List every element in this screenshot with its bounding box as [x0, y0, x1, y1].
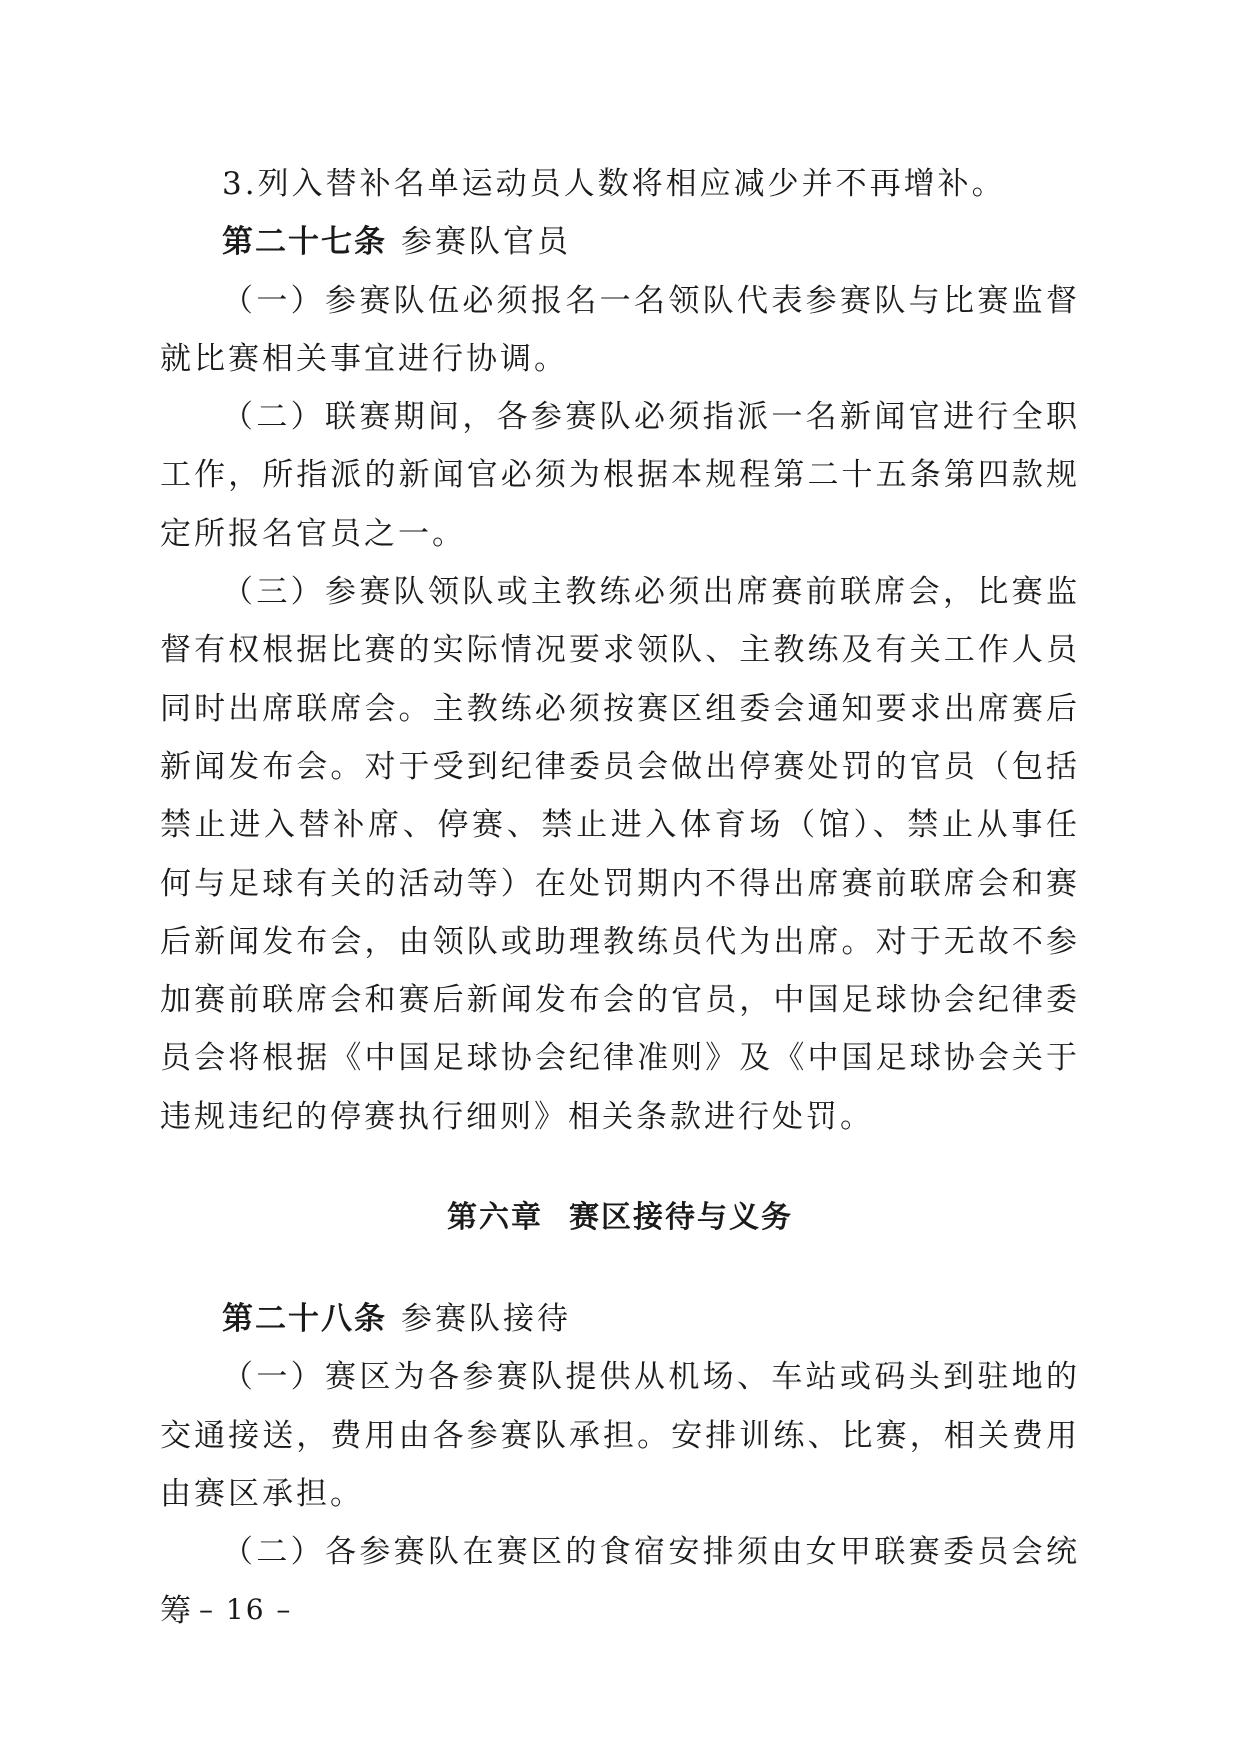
- paragraph-28-1: （一）赛区为各参赛队提供从机场、车站或码头到驻地的交通接送，费用由各参赛队承担。安排训练、比赛，相关费用由赛区承担。: [160, 1359, 1080, 1512]
- page-body: [160, 155, 1080, 1640]
- paragraph-28-2: （二）各参赛队在赛区的食宿安排须由女甲联赛委员会统筹: [160, 1534, 1080, 1629]
- article-title: 参赛队接待: [401, 1301, 571, 1338]
- article-title: 参赛队官员: [401, 224, 571, 261]
- article-28-heading: [160, 1290, 1080, 1348]
- page-number: – 16 –: [199, 1593, 293, 1626]
- chapter-number: 第六章: [447, 1200, 543, 1236]
- article-number: 第二十七条: [222, 224, 387, 261]
- paragraph-clause-3: 3.列入替补名单运动员人数将相应减少并不再增补。: [222, 166, 1006, 202]
- article-27-heading: [160, 213, 1080, 271]
- chapter-title: 赛区接待与义务: [569, 1200, 793, 1236]
- article-number: 第二十八条: [222, 1301, 387, 1338]
- paragraph-27-2: （二）联赛期间，各参赛队必须指派一名新闻官进行全职工作，所指派的新闻官必须为根据本规程第二十五条第四款规定所报名官员之一。: [160, 399, 1080, 552]
- paragraph-27-3: （三）参赛队领队或主教练必须出席赛前联席会，比赛监督有权根据比赛的实际情况要求领队、主教练及有关工作人员同时出席联席会。主教练必须按赛区组委会通知要求出席赛后新闻发布会。对于受到纪律委员会做出停赛处罚的官员（包括禁止进入替补席、停赛、禁止进入体育场（馆）、禁止从事任何与足球有关的活动等）在处罚期内不得出席赛前联席会和赛后新闻发布会，由领队或助理教练员代为出席。对于无故不参加赛前联席会和赛后新闻发布会的官员，中国足球协会纪律委员会将根据《中国足球协会纪律准则》及《中国足球协会关于违规违纪的停赛执行细则》相关条款进行处罚。: [160, 574, 1080, 1135]
- chapter-heading: [160, 1189, 1080, 1247]
- paragraph-27-1: （一）参赛队伍必须报名一名领队代表参赛队与比赛监督就比赛相关事宜进行协调。: [160, 282, 1080, 377]
